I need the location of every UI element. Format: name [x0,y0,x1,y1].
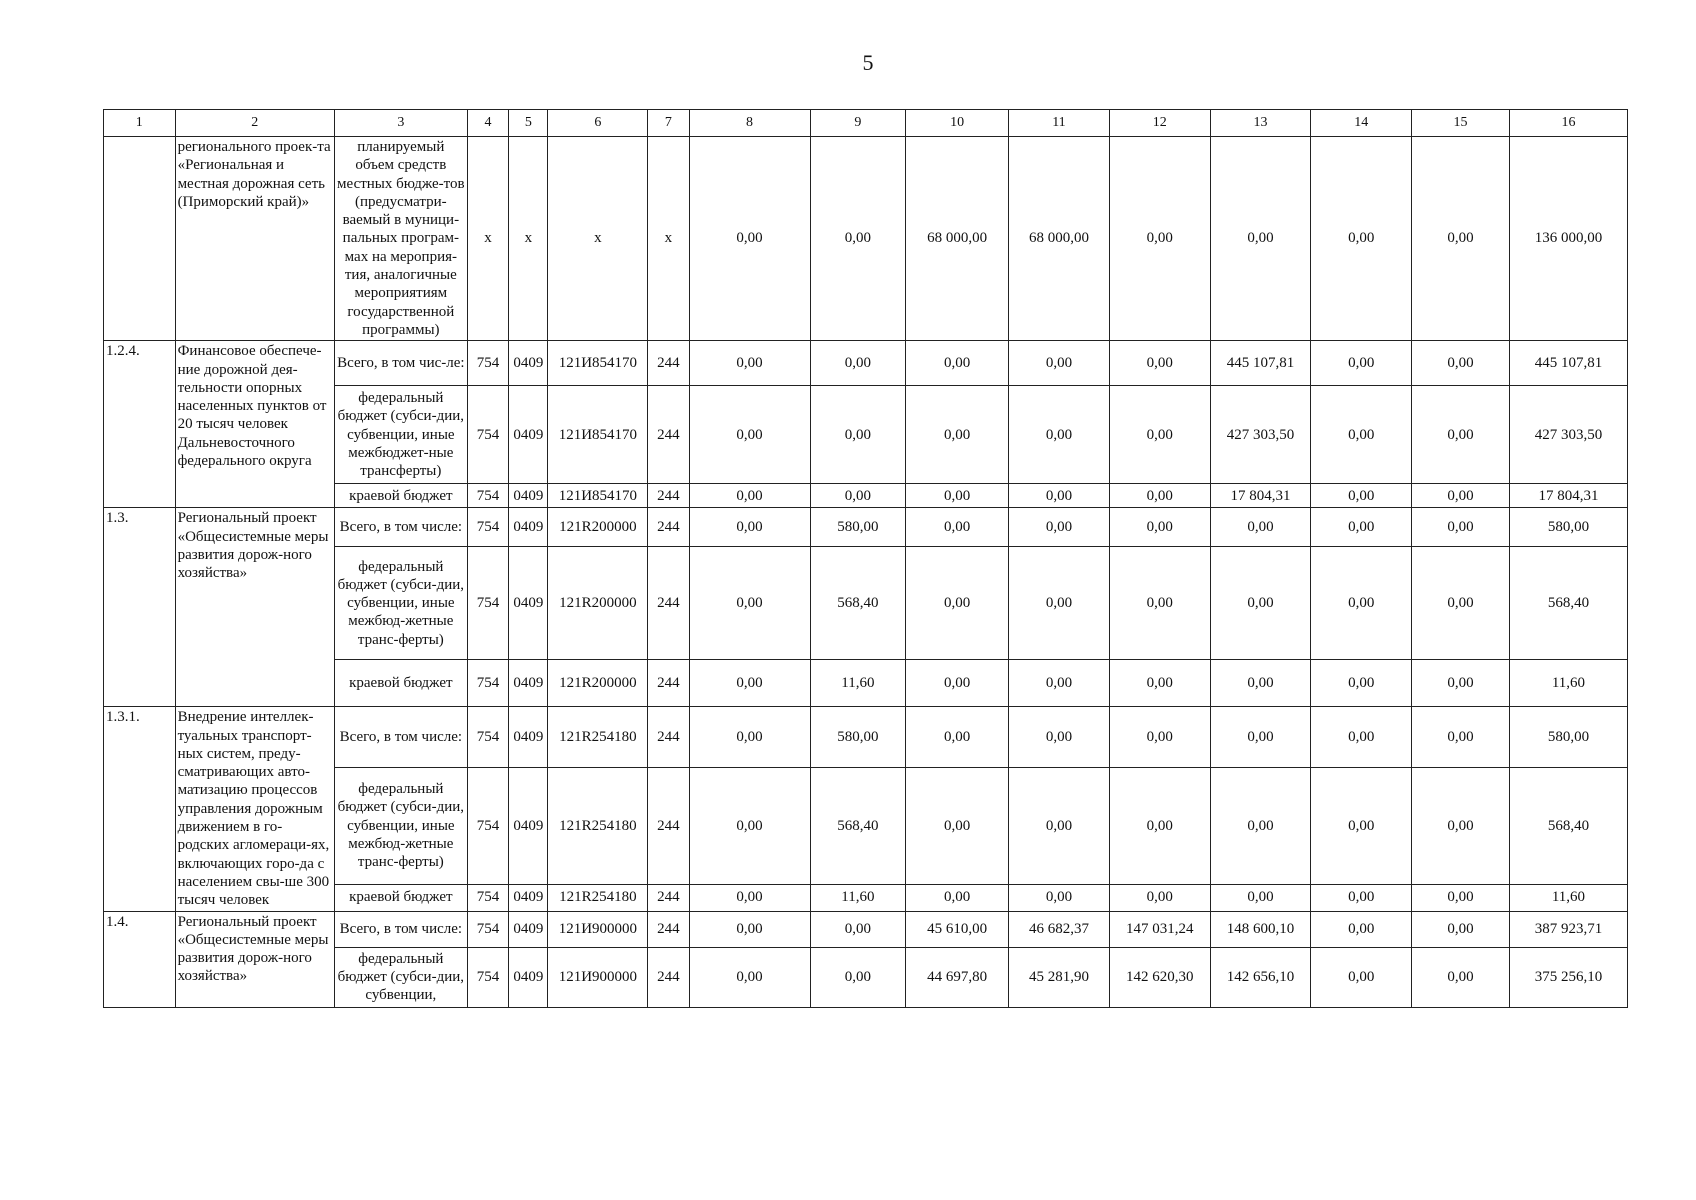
value-cell-c6: 121R200000 [548,508,648,547]
value-cell-c8: 0,00 [689,947,810,1007]
value-cell-c6: 121R200000 [548,660,648,707]
value-cell-c10: 0,00 [906,386,1009,484]
header-cell: 12 [1109,110,1210,137]
header-cell: 1 [104,110,176,137]
value-cell-c11: 45 281,90 [1009,947,1110,1007]
value-cell-c16: 11,60 [1509,660,1627,707]
value-cell-c8: 0,00 [689,547,810,660]
value-cell-c15: 0,00 [1412,768,1510,885]
value-cell-c4: 754 [467,508,508,547]
value-cell-c12: 147 031,24 [1109,911,1210,947]
value-cell-c15: 0,00 [1412,884,1510,911]
value-cell-c9: 11,60 [810,660,906,707]
funding-source: краевой бюджет [334,660,467,707]
value-cell-c16: 568,40 [1509,768,1627,885]
header-cell: 11 [1009,110,1110,137]
value-cell-c11: 0,00 [1009,660,1110,707]
value-cell-c16: 445 107,81 [1509,341,1627,386]
funding-source: планируемый объем средств местных бюдже-тов (предусматри-ваемый в муници-пальных програм-мах на мероприя-тия, аналогичные мероприятиям государственной программы) [334,137,467,341]
value-cell-c10: 0,00 [906,884,1009,911]
value-cell-c10: 45 610,00 [906,911,1009,947]
value-cell-c11: 0,00 [1009,484,1110,508]
value-cell-c7: 244 [648,768,689,885]
value-cell-c8: 0,00 [689,137,810,341]
value-cell-c9: 0,00 [810,137,906,341]
value-cell-c12: 0,00 [1109,137,1210,341]
value-cell-c13: 148 600,10 [1210,911,1311,947]
item-number: 1.4. [104,911,176,1007]
value-cell-c11: 0,00 [1009,386,1110,484]
value-cell-c14: 0,00 [1311,137,1412,341]
value-cell-c5: 0409 [509,508,548,547]
value-cell-c11: 0,00 [1009,547,1110,660]
value-cell-c11: 68 000,00 [1009,137,1110,341]
value-cell-c15: 0,00 [1412,137,1510,341]
value-cell-c6: 121R254180 [548,768,648,885]
value-cell-c16: 375 256,10 [1509,947,1627,1007]
item-number [104,137,176,341]
value-cell-c9: 580,00 [810,508,906,547]
item-number: 1.3. [104,508,176,707]
value-cell-c10: 0,00 [906,341,1009,386]
value-cell-c11: 0,00 [1009,341,1110,386]
item-name: Финансовое обеспече-ние дорожной дея-тельности опорных населенных пунктов от 20 тысяч человек Дальневосточного федерального округа [175,341,334,508]
value-cell-c4: 754 [467,547,508,660]
table-row [104,707,1628,768]
value-cell-c4: 754 [467,911,508,947]
value-cell-c5: 0409 [509,911,548,947]
value-cell-c13: 445 107,81 [1210,341,1311,386]
value-cell-c15: 0,00 [1412,947,1510,1007]
value-cell-c4: 754 [467,341,508,386]
value-cell-c6: 121R254180 [548,707,648,768]
value-cell-c13: 0,00 [1210,137,1311,341]
value-cell-c9: 0,00 [810,386,906,484]
page-number: 5 [862,50,874,75]
value-cell-c5: 0409 [509,707,548,768]
value-cell-c11: 0,00 [1009,707,1110,768]
value-cell-c16: 11,60 [1509,884,1627,911]
value-cell-c7: 244 [648,386,689,484]
value-cell-c10: 0,00 [906,547,1009,660]
value-cell-c15: 0,00 [1412,386,1510,484]
value-cell-c14: 0,00 [1311,911,1412,947]
value-cell-c13: 0,00 [1210,884,1311,911]
value-cell-c10: 0,00 [906,768,1009,885]
value-cell-c13: 0,00 [1210,768,1311,885]
value-cell-c5: x [509,137,548,341]
value-cell-c10: 68 000,00 [906,137,1009,341]
table-row [104,508,1628,547]
header-cell: 6 [548,110,648,137]
value-cell-c7: 244 [648,947,689,1007]
value-cell-c16: 17 804,31 [1509,484,1627,508]
value-cell-c7: 244 [648,884,689,911]
item-name: регионального проек-та «Региональная и местная дорожная сеть (Приморский край)» [175,137,334,341]
value-cell-c9: 568,40 [810,768,906,885]
value-cell-c8: 0,00 [689,707,810,768]
value-cell-c4: x [467,137,508,341]
value-cell-c10: 44 697,80 [906,947,1009,1007]
value-cell-c6: 121И900000 [548,947,648,1007]
value-cell-c11: 0,00 [1009,768,1110,885]
funding-source: федеральный бюджет (субси-дии, субвенции, [334,947,467,1007]
value-cell-c6: 121И900000 [548,911,648,947]
item-number: 1.2.4. [104,341,176,508]
funding-source: Всего, в том числе: [334,508,467,547]
value-cell-c13: 142 656,10 [1210,947,1311,1007]
value-cell-c5: 0409 [509,386,548,484]
value-cell-c15: 0,00 [1412,707,1510,768]
value-cell-c8: 0,00 [689,341,810,386]
value-cell-c14: 0,00 [1311,707,1412,768]
item-number: 1.3.1. [104,707,176,911]
value-cell-c14: 0,00 [1311,341,1412,386]
header-cell: 14 [1311,110,1412,137]
value-cell-c8: 0,00 [689,768,810,885]
value-cell-c14: 0,00 [1311,386,1412,484]
funding-source: краевой бюджет [334,484,467,508]
value-cell-c5: 0409 [509,768,548,885]
value-cell-c4: 754 [467,707,508,768]
value-cell-c16: 427 303,50 [1509,386,1627,484]
value-cell-c10: 0,00 [906,508,1009,547]
value-cell-c9: 568,40 [810,547,906,660]
value-cell-c6: 121R254180 [548,884,648,911]
header-cell: 9 [810,110,906,137]
value-cell-c14: 0,00 [1311,484,1412,508]
value-cell-c10: 0,00 [906,707,1009,768]
funding-source: федеральный бюджет (субси-дии, субвенции, иные межбюджет-ные трансферты) [334,386,467,484]
value-cell-c4: 754 [467,947,508,1007]
value-cell-c5: 0409 [509,947,548,1007]
value-cell-c8: 0,00 [689,508,810,547]
value-cell-c13: 0,00 [1210,707,1311,768]
table-row [104,911,1628,947]
header-row [104,110,1628,137]
header-cell: 8 [689,110,810,137]
value-cell-c7: 244 [648,341,689,386]
value-cell-c11: 46 682,37 [1009,911,1110,947]
funding-source: Всего, в том числе: [334,707,467,768]
value-cell-c14: 0,00 [1311,547,1412,660]
value-cell-c15: 0,00 [1412,911,1510,947]
value-cell-c8: 0,00 [689,484,810,508]
value-cell-c10: 0,00 [906,660,1009,707]
value-cell-c11: 0,00 [1009,508,1110,547]
value-cell-c5: 0409 [509,484,548,508]
value-cell-c16: 387 923,71 [1509,911,1627,947]
value-cell-c8: 0,00 [689,386,810,484]
value-cell-c6: 121R200000 [548,547,648,660]
value-cell-c7: 244 [648,484,689,508]
header-cell: 2 [175,110,334,137]
value-cell-c12: 0,00 [1109,660,1210,707]
value-cell-c13: 0,00 [1210,508,1311,547]
value-cell-c14: 0,00 [1311,508,1412,547]
header-cell: 16 [1509,110,1627,137]
funding-source: федеральный бюджет (субси-дии, субвенции, иные межбюд-жетные транс-ферты) [334,768,467,885]
value-cell-c5: 0409 [509,341,548,386]
value-cell-c14: 0,00 [1311,768,1412,885]
header-cell: 4 [467,110,508,137]
value-cell-c7: 244 [648,911,689,947]
header-cell: 15 [1412,110,1510,137]
value-cell-c9: 580,00 [810,707,906,768]
value-cell-c12: 0,00 [1109,707,1210,768]
header-cell: 5 [509,110,548,137]
header-cell: 10 [906,110,1009,137]
value-cell-c12: 0,00 [1109,386,1210,484]
item-name: Внедрение интеллек-туальных транспорт-ных систем, преду-сматривающих авто-матизацию процессов управления дорожным движением в го-родских агломераци-ях, включающих горо-да с населением свы-ше 300 тысяч человек [175,707,334,911]
value-cell-c12: 0,00 [1109,547,1210,660]
value-cell-c7: 244 [648,707,689,768]
funding-source: Всего, в том числе: [334,911,467,947]
value-cell-c4: 754 [467,884,508,911]
value-cell-c8: 0,00 [689,884,810,911]
value-cell-c15: 0,00 [1412,547,1510,660]
value-cell-c7: 244 [648,547,689,660]
value-cell-c6: 121И854170 [548,386,648,484]
value-cell-c4: 754 [467,768,508,885]
table-row [104,341,1628,386]
value-cell-c13: 427 303,50 [1210,386,1311,484]
value-cell-c12: 0,00 [1109,484,1210,508]
value-cell-c15: 0,00 [1412,341,1510,386]
value-cell-c5: 0409 [509,660,548,707]
value-cell-c9: 11,60 [810,884,906,911]
header-cell: 7 [648,110,689,137]
header-cell: 3 [334,110,467,137]
value-cell-c16: 568,40 [1509,547,1627,660]
value-cell-c14: 0,00 [1311,884,1412,911]
item-name: Региональный проект «Общесистемные меры развития дорож-ного хозяйства» [175,508,334,707]
item-name: Региональный проект «Общесистемные меры развития дорож-ного хозяйства» [175,911,334,1007]
value-cell-c9: 0,00 [810,947,906,1007]
value-cell-c7: 244 [648,660,689,707]
funding-source: краевой бюджет [334,884,467,911]
value-cell-c14: 0,00 [1311,947,1412,1007]
value-cell-c7: x [648,137,689,341]
value-cell-c16: 580,00 [1509,707,1627,768]
value-cell-c12: 142 620,30 [1109,947,1210,1007]
value-cell-c12: 0,00 [1109,508,1210,547]
value-cell-c7: 244 [648,508,689,547]
value-cell-c12: 0,00 [1109,341,1210,386]
funding-source: федеральный бюджет (субси-дии, субвенции, иные межбюд-жетные транс-ферты) [334,547,467,660]
value-cell-c11: 0,00 [1009,884,1110,911]
budget-table [103,109,1628,1008]
value-cell-c15: 0,00 [1412,484,1510,508]
table-row [104,137,1628,341]
value-cell-c6: 121И854170 [548,484,648,508]
value-cell-c6: x [548,137,648,341]
value-cell-c16: 580,00 [1509,508,1627,547]
value-cell-c5: 0409 [509,547,548,660]
value-cell-c10: 0,00 [906,484,1009,508]
value-cell-c4: 754 [467,386,508,484]
value-cell-c6: 121И854170 [548,341,648,386]
value-cell-c16: 136 000,00 [1509,137,1627,341]
value-cell-c9: 0,00 [810,341,906,386]
value-cell-c12: 0,00 [1109,884,1210,911]
value-cell-c4: 754 [467,484,508,508]
value-cell-c8: 0,00 [689,911,810,947]
value-cell-c14: 0,00 [1311,660,1412,707]
value-cell-c5: 0409 [509,884,548,911]
value-cell-c15: 0,00 [1412,660,1510,707]
value-cell-c15: 0,00 [1412,508,1510,547]
value-cell-c9: 0,00 [810,484,906,508]
value-cell-c13: 17 804,31 [1210,484,1311,508]
value-cell-c13: 0,00 [1210,547,1311,660]
value-cell-c12: 0,00 [1109,768,1210,885]
value-cell-c9: 0,00 [810,911,906,947]
value-cell-c13: 0,00 [1210,660,1311,707]
header-cell: 13 [1210,110,1311,137]
value-cell-c8: 0,00 [689,660,810,707]
value-cell-c4: 754 [467,660,508,707]
funding-source: Всего, в том чис-ле: [334,341,467,386]
